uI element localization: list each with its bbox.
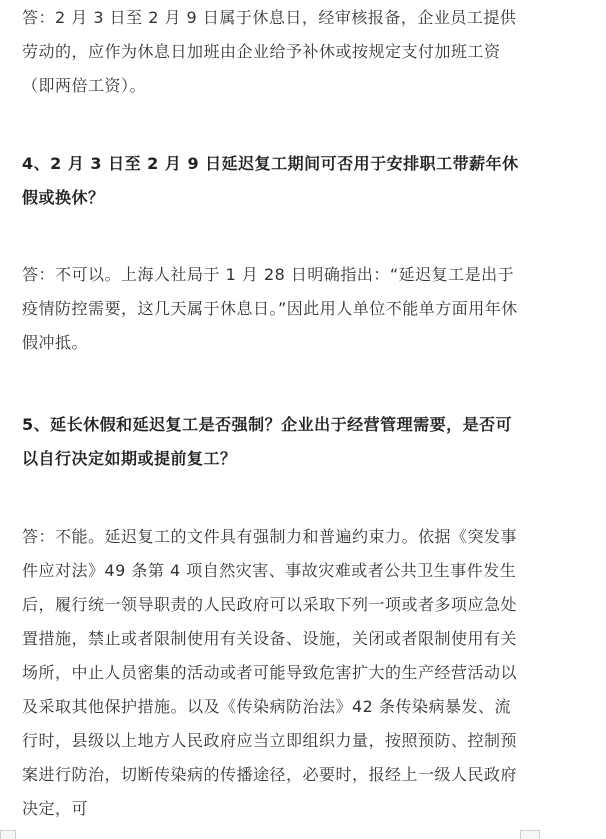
answer-paragraph-3: 答：2 月 3 日至 2 月 9 日属于休息日，经审核报备，企业员工提供劳动的，应作为休息日加班由企业给予补休或按规定支付加班工资（即两倍工资）。 <box>22 8 517 95</box>
scrollbar-right-button[interactable] <box>520 830 540 839</box>
question-heading-5: 5、延长休假和延迟复工是否强制？企业出于经营管理需要，是否可以自行决定如期或提前复工？ <box>22 415 513 468</box>
scrollbar-left-button[interactable] <box>0 830 16 839</box>
question-heading-4: 4、2 月 3 日至 2 月 9 日延迟复工期间可否用于安排职工带薪年休假或换休？ <box>22 154 519 207</box>
answer-paragraph-4: 答：不可以。上海人社局于 1 月 28 日明确指出：“延迟复工是出于疫情防控需要，这几天属于休息日。”因此用人单位不能单方面用年休假冲抵。 <box>22 265 518 352</box>
answer-paragraph-5: 答：不能。延迟复工的文件具有强制力和普遍约束力。依据《突发事件应对法》49 条第 4 项自然灾害、事故灾难或者公共卫生事件发生后，履行统一领导职责的人民政府可以采取下列一项或者多项应急处置措施，禁止或者限制使用有关设备、设施，关闭或者限制使用有关场所，中止人员密集的活动或者可能导致危害扩大的生产经营活动以及采取其他保护措施。以及《传染病防治法》42 条传染病暴发、流行时，县级以上地方人民政府应当立即组织力量，按照预防、控制预案进行防治，切断传染病的传播途径，必要时，报经上一级人民政府决定，可 <box>22 527 518 818</box>
